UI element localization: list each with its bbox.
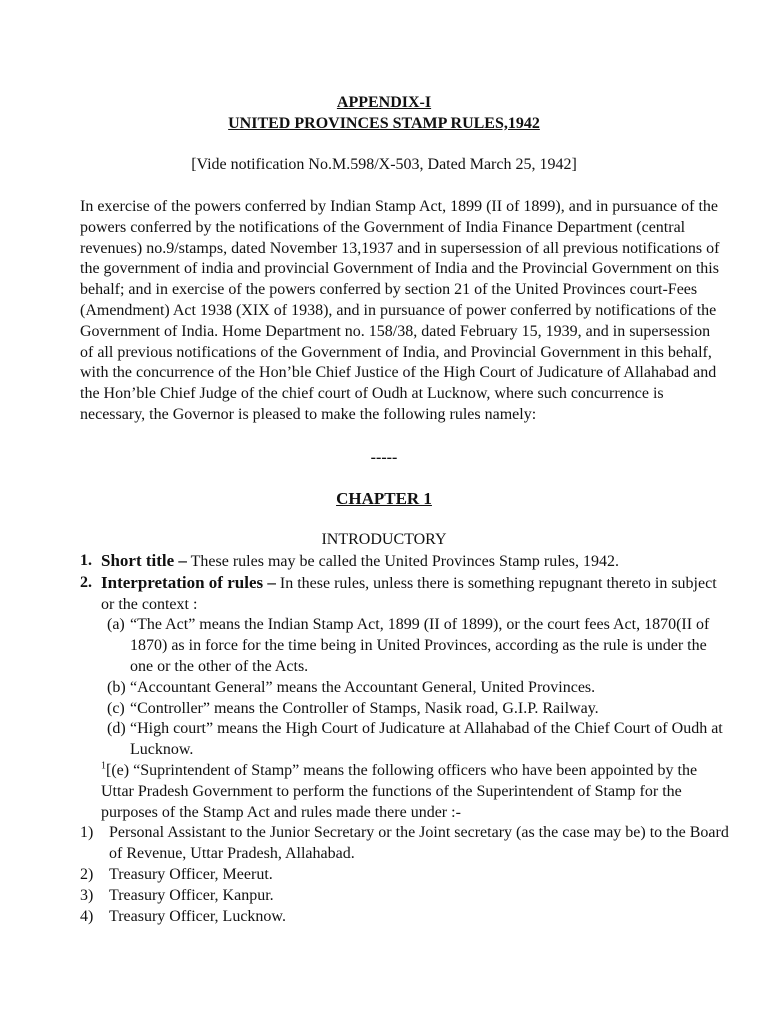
officer-item	[80, 823, 730, 865]
rule-item	[80, 551, 730, 573]
officer-text: Treasury Officer, Kanpur.	[109, 886, 274, 904]
chapter-subtitle: INTRODUCTORY	[321, 531, 447, 548]
rule-text: These rules may be called the United Provinces Stamp rules, 1942.	[186, 553, 619, 570]
rule-heading: Short title –	[101, 551, 187, 570]
officer-text: Personal Assistant to the Junior Secretary or the Joint secretary (as the case may be) to the Board of Revenue, Uttar Pradesh, Allahabad.	[109, 824, 729, 863]
definition-text: “Accountant General” means the Accountant General, United Provinces.	[130, 678, 596, 696]
definition-text: “Controller” means the Controller of Stamps, Nasik road, G.I.P. Railway.	[130, 699, 599, 717]
definition-item	[107, 699, 730, 720]
appendix-heading: APPENDIX-I	[336, 94, 432, 111]
definition-label: (a)	[107, 616, 125, 634]
rule-number: 1.	[80, 552, 92, 569]
rule-heading: Interpretation of rules –	[101, 572, 276, 592]
rule-number: 2.	[80, 573, 92, 591]
officer-number: 3)	[80, 886, 94, 904]
amendment-paragraph	[101, 761, 730, 823]
definition-item	[107, 615, 730, 677]
rule-item	[80, 573, 730, 616]
officer-number: 4)	[80, 907, 94, 925]
vide-notification: [Vide notification No.M.598/X-503, Dated March 25, 1942]	[191, 156, 577, 173]
definition-label: (c)	[107, 699, 125, 717]
preamble-paragraph	[80, 197, 720, 426]
section-separator: -----	[370, 449, 398, 466]
officer-item	[80, 907, 730, 928]
officer-number: 1)	[80, 824, 94, 842]
officer-number: 2)	[80, 865, 94, 883]
rules-list	[80, 551, 730, 927]
footnote-marker: 1	[101, 760, 106, 772]
amendment-text: [(e) “Suprintendent of Stamp” means the following officers who have been appointed by the Uttar Pradesh Government to perform the functions of the Superintendent of Stamp for the purposes of the Stamp Act and rules made there under :-	[101, 761, 698, 821]
definition-label: (b)	[107, 678, 126, 696]
chapter-title: CHAPTER 1	[336, 489, 432, 508]
definition-text: “The Act” means the Indian Stamp Act, 1899 (II of 1899), or the court fees Act, 1870(II of 1870) as in force for the time being in United Provinces, according as the rule is under the one or the other of the Acts.	[130, 616, 710, 675]
officer-item	[80, 886, 730, 907]
definition-label: (d)	[107, 720, 126, 738]
definition-text: “High court” means the High Court of Judicature at Allahabad of the Chief Court of Oudh at Lucknow.	[130, 720, 723, 759]
rule-text: In these rules, unless there is something repugnant thereto in subject or the context :	[101, 574, 717, 613]
officer-text: Treasury Officer, Lucknow.	[109, 907, 286, 925]
officer-text: Treasury Officer, Meerut.	[109, 865, 273, 883]
officer-item	[80, 865, 730, 886]
definition-item	[107, 678, 730, 699]
preamble-text: In exercise of the powers conferred by Indian Stamp Act, 1899 (II of 1899), and in pursuance of the powers conferred by the notifications of the Government of India Finance Department (central revenues) no.9/stamps, dated November 13,1937 and in supersession of all previous notifications of the government of india and provincial Government of India and the Provincial Government on this behalf; and in exercise of the powers conferred by section 21 of the United Provinces court-Fees (Amendment) Act 1938 (XIX of 1938), and in pursuance of power conferred by notifications of the Government of India. Home Department no. 158/38, dated February 15, 1939, and in supersession of all previous notifications of the Government of India, and Provincial Government in this behalf, with the concurrence of the Hon’ble Chief Justice of the High Court of Judicature of Allahabad and the Hon’ble Chief Judge of the chief court of Oudh at Lucknow, where such concurrence is necessary, the Governor is pleased to make the following rules namely:	[80, 198, 720, 423]
document-title: UNITED PROVINCES STAMP RULES,1942	[228, 115, 540, 132]
definition-item	[107, 719, 730, 761]
